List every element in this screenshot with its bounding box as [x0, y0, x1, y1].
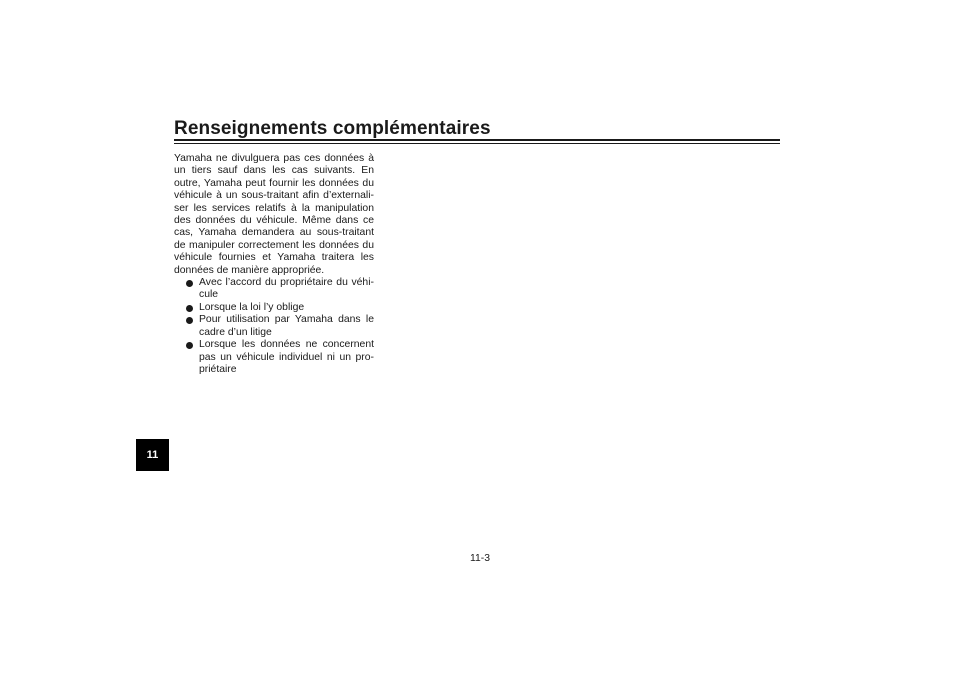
title-rule-thin — [174, 143, 780, 144]
bullet-icon — [186, 342, 193, 349]
main-content — [174, 153, 374, 376]
list-item-text: Lorsque les données ne concernent pas un véhicule individuel ni un pro-priétaire — [199, 339, 374, 375]
page-number: 11-3 — [469, 553, 491, 564]
list-item-text: Lorsque la loi l’y oblige — [199, 301, 305, 313]
list-item-text: Pour utilisation par Yamaha dans le cadre d’un litige — [199, 314, 374, 338]
list-item — [174, 339, 374, 376]
bullet-list — [174, 277, 374, 376]
chapter-tab — [136, 439, 169, 471]
bullet-icon — [186, 305, 193, 312]
list-item — [174, 277, 374, 302]
body-paragraph: Yamaha ne divulguera pas ces données à un tiers sauf dans les cas suivants. En outre, Yamaha peut fournir les données du véhicule à un sous-traitant afin d’externali-ser les services relatifs à la manipulation des données du véhicule. Même dans ce cas, Yamaha demandera au sous-traitant de manipuler correctement les données du véhicule fournies et Yamaha traitera les données de manière appropriée. — [174, 153, 374, 276]
page-title: Renseignements complémentaires — [174, 118, 491, 139]
bullet-icon — [186, 317, 193, 324]
list-item — [174, 314, 374, 339]
chapter-number: 11 — [146, 449, 159, 461]
title-rule-thick — [174, 139, 780, 141]
list-item-text: Avec l’accord du propriétaire du véhi-cule — [199, 277, 374, 301]
list-item — [174, 302, 374, 314]
bullet-icon — [186, 280, 193, 287]
